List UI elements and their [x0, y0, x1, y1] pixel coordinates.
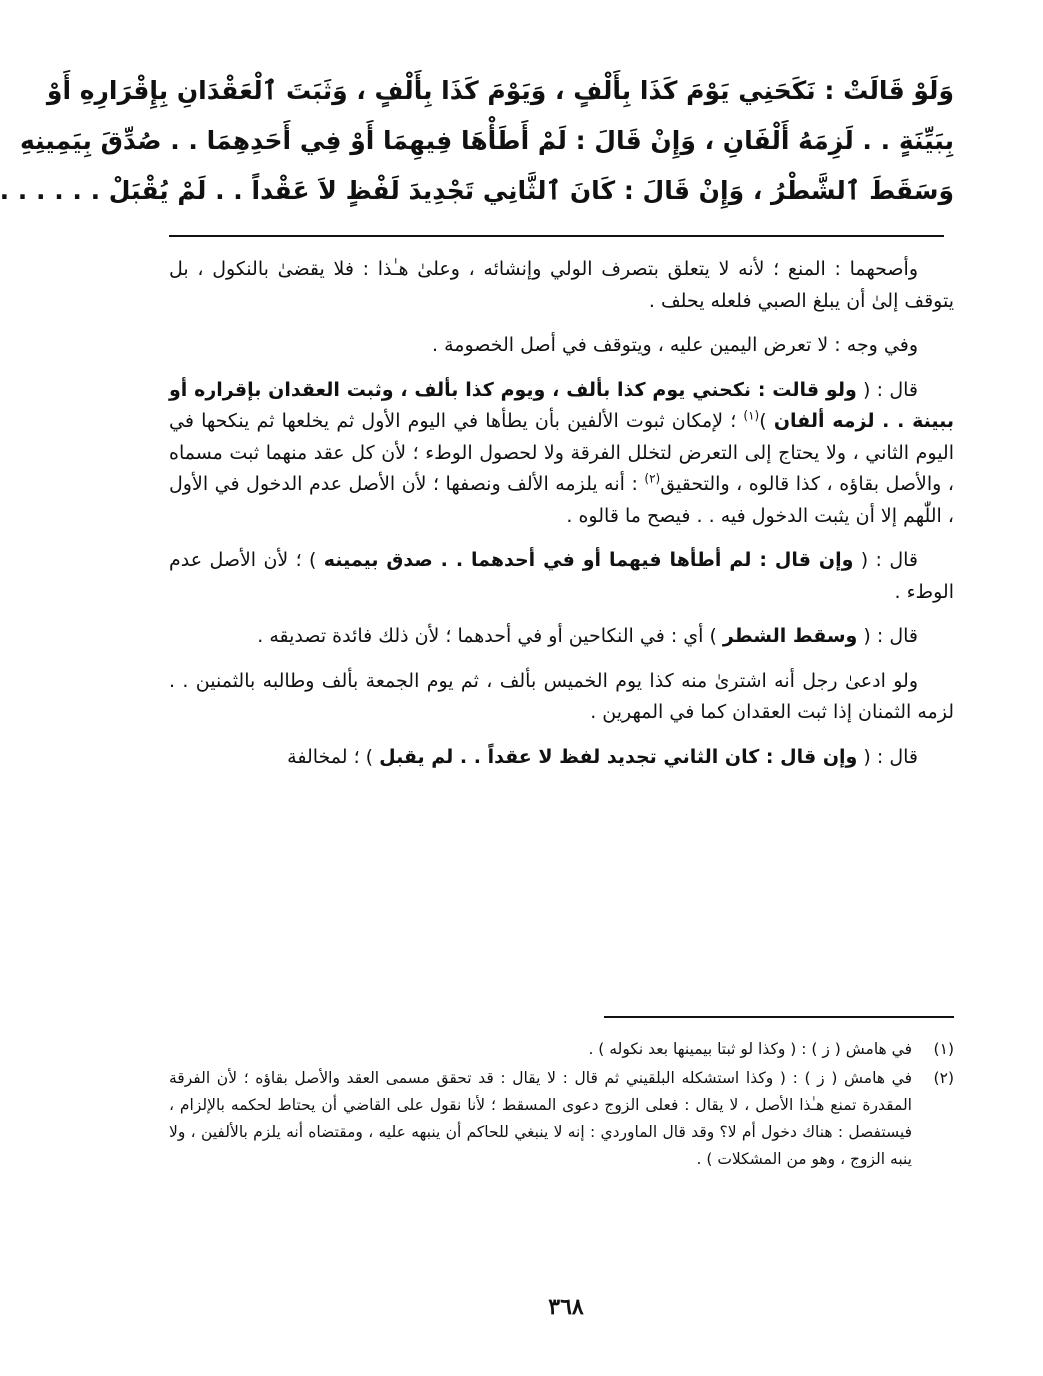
quoted-text: ولو قالت : نكحني يوم كذا بألف ، ويوم كذا بألف ، وثبت العقدان بإقراره أو ببينة . . لزمه ألفان	[169, 378, 954, 432]
main-text-line-1: وَلَوْ قَالَتْ : نَكَحَنِي يَوْمَ كَذَا بِأَلْفٍ ، وَيَوْمَ كَذَا بِأَلْفٍ ، وَثَبَتَ ٱلْعَقْدَانِ بِإِقْرَارِهِ أَوْ	[46, 76, 954, 105]
page-number: ٣٦٨	[548, 1294, 584, 1320]
footnote-divider	[604, 1016, 954, 1018]
commentary-paragraph-1: وأصحهما : المنع ؛ لأنه لا يتعلق بتصرف الولي وإنشائه ، وعلىٰ هـٰذا : فلا يقضىٰ بالنكول ، بل يتوقف إلىٰ أن يبلغ الصبي فلعله يحلف .	[169, 258, 954, 312]
quote-open: قال : (	[863, 625, 918, 647]
footnote-number: (١)	[933, 1040, 954, 1058]
commentary-text: ) ؛ لمخالفة	[287, 745, 374, 768]
quote-open: قال : (	[863, 378, 919, 401]
commentary-paragraph-6: ولو ادعىٰ رجل أنه اشترىٰ منه كذا يوم الخميس بألف ، ثم يوم الجمعة بألف وطالبه بالثمنين . . لزمه الثمنان إذا ثبت العقدان كما في المهرين .	[169, 669, 954, 723]
main-text-divider	[169, 235, 944, 237]
footnote-number: (٢)	[933, 1069, 954, 1087]
quote-close: )	[759, 410, 767, 432]
main-text	[0, 66, 954, 216]
quoted-text: وإن قال : لم أطأها فيهما أو في أحدهما . . صدق بيمينه	[323, 549, 854, 571]
quoted-text: وإن قال : كان الثاني تجديد لفظ لا عقداً . . لم يقبل	[379, 745, 858, 768]
main-text-line-2: بِبَيِّنَةٍ . . لَزِمَهُ أَلْفَانِ ، وَإِنْ قَالَ : لَمْ أَطَأْهَا فِيهِمَا أَوْ فِي أَحَدِهِمَا . . صُدِّقَ بِيَمِينِهِ	[19, 126, 954, 155]
footnote-text: في هامش ( ز ) : ( وكذا لو ثبتا بيمينها بعد نكوله ) .	[588, 1040, 912, 1058]
commentary-text: ) ؛ لأن الأصل عدم الوطء .	[169, 549, 954, 603]
commentary-text: ) أي : في النكاحين أو في أحدهما ؛ لأن ذلك فائدة تصديقه .	[257, 625, 717, 647]
main-text-line-3: وَسَقَطَ ٱلشَّطْرُ ، وَإِنْ قَالَ : كَانَ ٱلثَّانِي تَجْدِيدَ لَفْظٍ لاَ عَقْداً . . لَمْ يُقْبَلْ . . . . . .	[0, 176, 954, 205]
footnotes	[169, 1036, 954, 1175]
footnote-1	[169, 1036, 954, 1063]
commentary-paragraph-3	[169, 375, 954, 533]
footnote-ref-1[interactable]: (١)	[743, 408, 760, 423]
quote-open: قال : (	[860, 549, 918, 571]
footnote-ref-2[interactable]: (٢)	[644, 471, 661, 486]
commentary-paragraph-7	[169, 742, 954, 774]
quote-open: قال : (	[863, 745, 918, 768]
quoted-text: وسقط الشطر	[722, 625, 858, 647]
commentary-paragraph-2: وفي وجه : لا تعرض اليمين عليه ، ويتوقف في أصل الخصومة .	[432, 334, 918, 356]
commentary-paragraph-5	[169, 621, 954, 653]
commentary	[169, 254, 954, 786]
commentary-paragraph-4	[169, 545, 954, 608]
footnote-text: في هامش ( ز ) : ( وكذا استشكله البلقيني ثم قال : لا يقال : قد تحقق مسمى العقد والأصل بقاؤه ؛ لأن الفرقة المقدرة تمنع هـٰذا الأصل ، لا يقال : فعلى الزوج دعوى المسقط ؛ لأنا نقول على القاضي أن يحتاط لحكمه بالإلزام ، فيستفصل : هناك دخول أم لا؟ وقد قال الماوردي : إنه لا ينبغي للحاكم أن ينبهه عليه ، ومقتضاه أنه يلزم بالألفين ، ولا ينبه الزوج ، وهو من المشكلات ) .	[169, 1069, 912, 1168]
commentary-text: ؛ لإمكان ثبوت الألفين بأن يطأها في اليوم الأول ثم يخلعها ثم ينكحها في اليوم الثاني ، ولا يحتاج إلى التعرض لتخلل الفرقة ولا لحصول الوطء ؛ لأن كل عقد منهما ثبت مسماه ، والأصل بقاؤه ، كذا قالوه ، والتحقيق	[169, 410, 954, 495]
commentary-text: : أنه يلزمه الألف ونصفها ؛ لأن الأصل عدم الدخول في الأول ، اللّٰهم إلا أن يثبت الدخول فيه . . فيصح ما قالوه .	[169, 473, 954, 527]
footnote-2	[169, 1065, 954, 1173]
